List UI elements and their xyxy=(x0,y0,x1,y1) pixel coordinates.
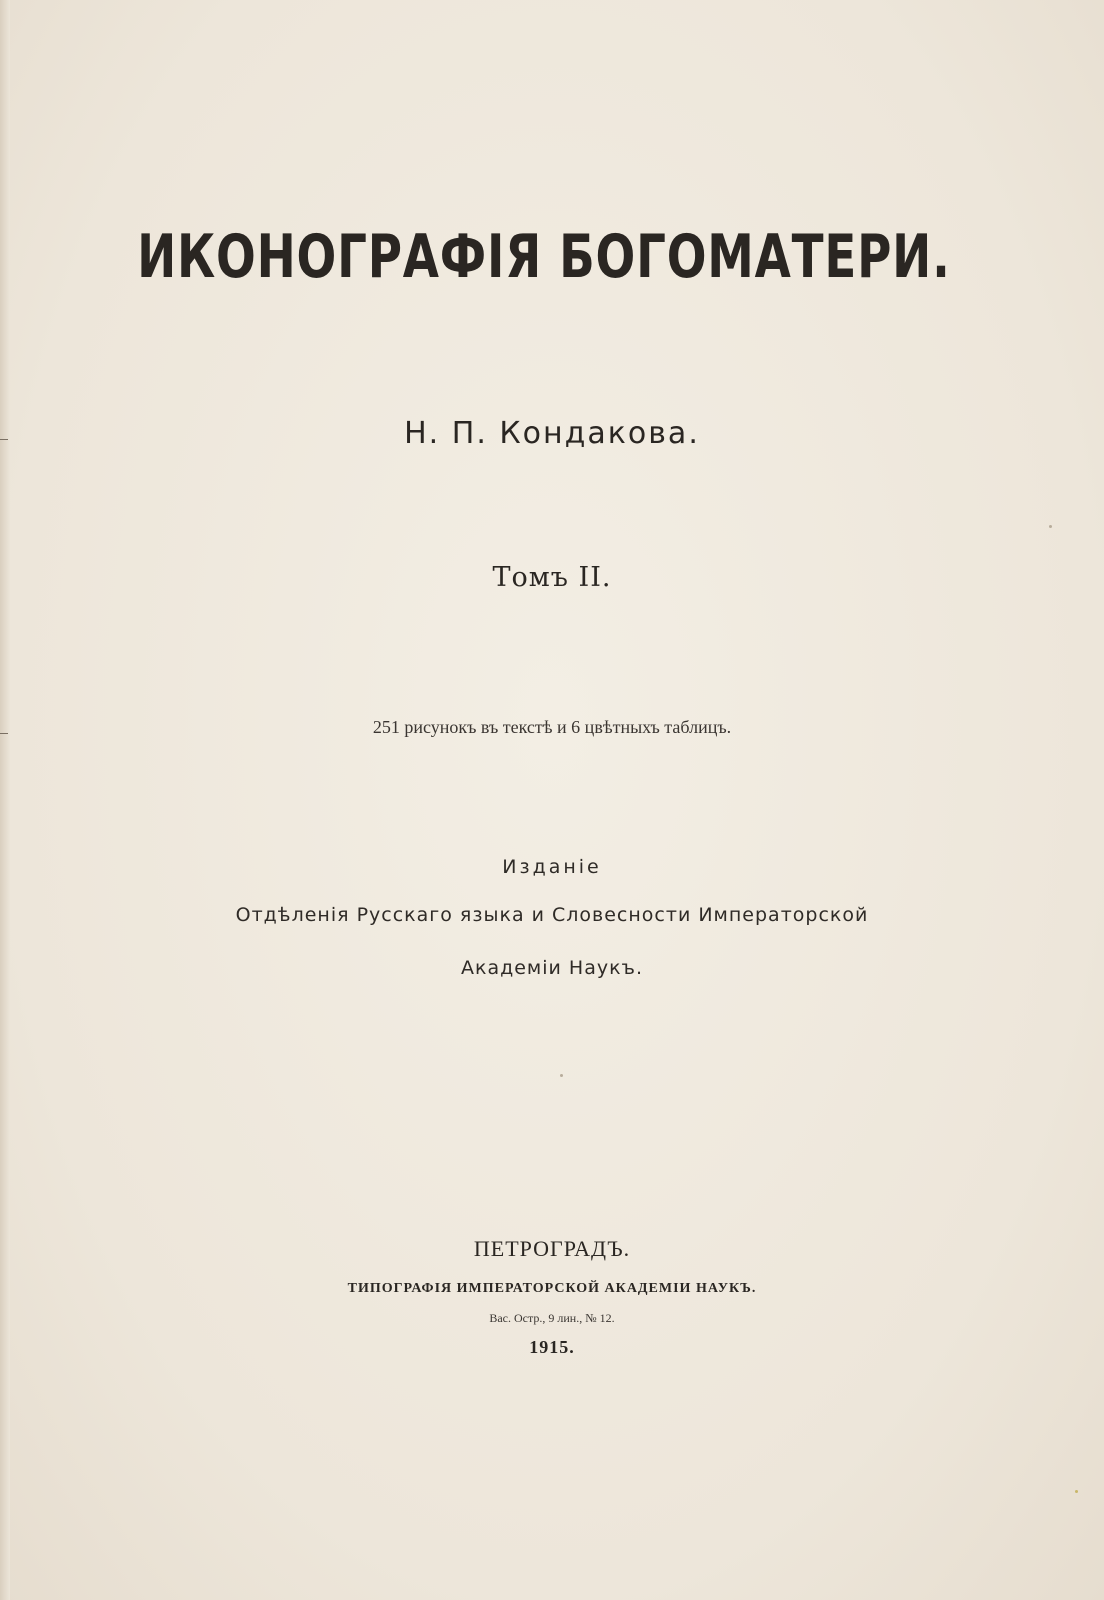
volume-number: Томъ II. xyxy=(492,562,612,593)
imprint-year: 1915. xyxy=(529,1337,575,1357)
paper-speck xyxy=(1075,1490,1078,1493)
binding-edge xyxy=(0,0,10,1600)
imprint-city: ПЕТРОГРАДЪ. xyxy=(473,1236,631,1261)
publisher-line-2: Академіи Наукъ. xyxy=(460,957,644,979)
publisher-line-1: Отдѣленія Русскаго языка и Словесности Императорской xyxy=(235,904,869,926)
illustrations-note: 251 рисунокъ въ текстѣ и 6 цвѣтныхъ таблицъ. xyxy=(372,717,732,737)
paper-speck xyxy=(1049,525,1052,528)
imprint-printer: ТИПОГРАФІЯ ИМПЕРАТОРСКОЙ АКАДЕМІИ НАУКЪ. xyxy=(347,1281,757,1296)
author-name: Н. П. Кондакова. xyxy=(404,416,700,451)
book-title: ИКОНОГРАФІЯ БОГОМАТЕРИ. xyxy=(137,222,951,292)
imprint-address: Вас. Остр., 9 лин., № 12. xyxy=(489,1311,615,1325)
edition-label: Изданіе xyxy=(502,856,602,878)
paper-speck xyxy=(560,1074,563,1077)
